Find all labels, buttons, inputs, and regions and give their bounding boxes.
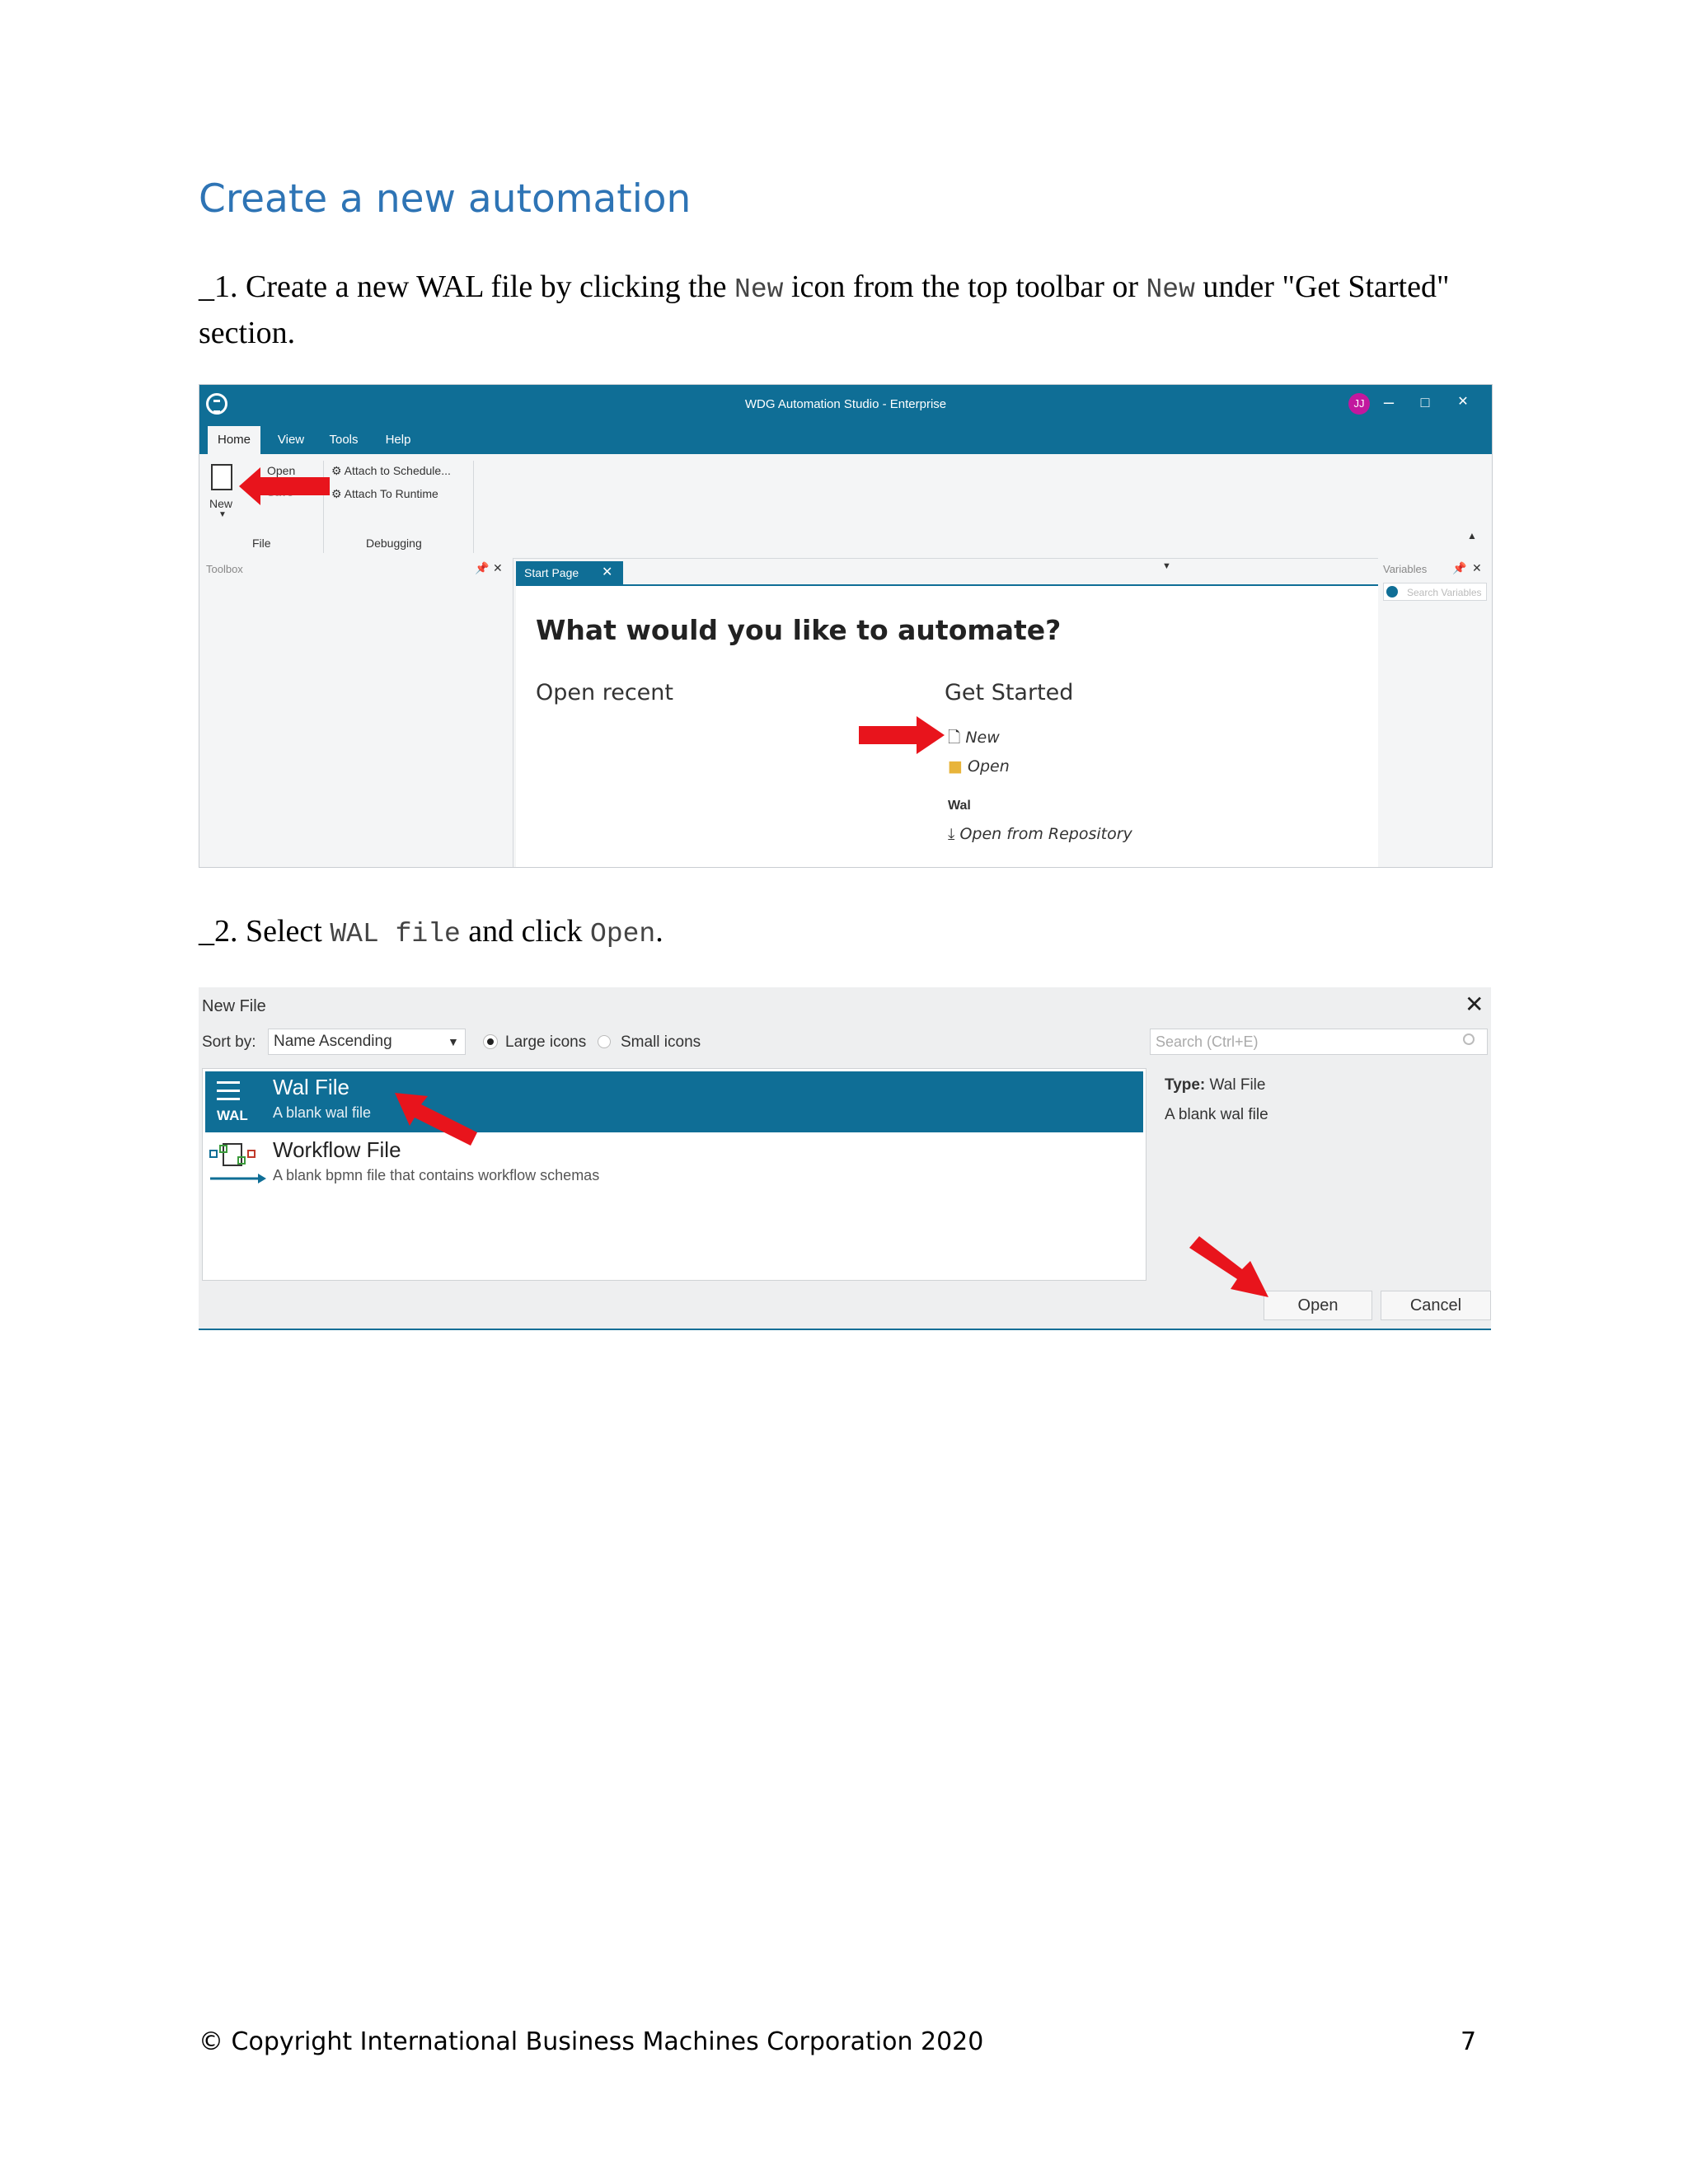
studio-screenshot [199, 384, 1493, 868]
wal-file-description: A blank wal file [273, 1104, 372, 1121]
step-1-instructions [199, 265, 1484, 354]
sort-by-label: Sort by: [202, 1033, 256, 1051]
ribbon-open-button[interactable]: Open [267, 464, 296, 477]
tab-help[interactable]: Help [385, 433, 411, 447]
wal-heading: Wal [948, 799, 971, 813]
tab-view[interactable]: View [277, 433, 305, 447]
new-link-label: New [965, 729, 1000, 747]
download-icon: ⤓ [948, 825, 960, 843]
red-arrow-wal-file [395, 1093, 477, 1146]
close-icon[interactable]: ✕ [1457, 395, 1469, 409]
tab-start-page[interactable]: Start Page [516, 561, 623, 584]
step-2-instructions [199, 910, 663, 956]
details-type [1165, 1076, 1265, 1094]
wal-icon-line [217, 1098, 240, 1100]
wal-icon [217, 1081, 240, 1084]
search-variables-input[interactable]: Search Variables [1383, 583, 1487, 601]
variables-title: Variables [1383, 563, 1428, 575]
details-type-value: Wal File [1209, 1076, 1266, 1094]
ribbon-new-label[interactable]: New [209, 497, 233, 510]
small-icons-radio[interactable] [598, 1035, 611, 1048]
pin-icon[interactable]: 📌 [475, 561, 490, 574]
details-type-label: Type: [1165, 1076, 1206, 1094]
get-started-new-link[interactable] [948, 726, 1000, 752]
workflow-file-description: A blank bpmn file that contains workflow schemas [273, 1167, 600, 1183]
small-icons-label[interactable]: Small icons [621, 1033, 701, 1051]
attach-to-runtime-label: Attach To Runtime [344, 487, 438, 500]
step-1-code-new-2: New [1146, 274, 1195, 305]
ribbon-separator [473, 461, 474, 553]
open-from-repository-link[interactable] [948, 825, 1132, 843]
dialog-title: New File [202, 997, 266, 1015]
step-2-text-suffix: . [655, 914, 663, 949]
folder-icon: ■ [948, 757, 968, 776]
red-arrow-open-button [1189, 1236, 1268, 1297]
page-number: 7 [1461, 2027, 1477, 2056]
close-pane-icon[interactable]: ✕ [493, 561, 503, 574]
minimize-icon[interactable]: ‒ [1383, 391, 1395, 412]
step-1-text-mid: icon from the top toolbar or [783, 269, 1146, 304]
large-icons-radio[interactable] [484, 1035, 497, 1048]
variables-icon [1386, 586, 1398, 598]
debugging-group-label: Debugging [366, 537, 422, 550]
new-file-dialog [199, 987, 1491, 1330]
open-button[interactable]: Open [1264, 1291, 1372, 1320]
search-input[interactable]: Search (Ctrl+E) [1150, 1029, 1488, 1055]
toolbox-title: Toolbox [206, 563, 243, 575]
attach-to-runtime-button[interactable] [331, 487, 438, 501]
collapse-ribbon-icon[interactable]: ▲ [1467, 530, 1477, 541]
chevron-down-icon[interactable]: ▼ [218, 510, 227, 519]
step-1-text-prefix: _1. Create a new WAL file by clicking the [199, 269, 735, 304]
close-pane-icon[interactable]: ✕ [1472, 561, 1482, 574]
attach-icon: ⚙ [331, 464, 345, 477]
new-file-icon[interactable] [211, 464, 232, 490]
workflow-icon [209, 1139, 266, 1188]
cancel-button[interactable]: Cancel [1381, 1291, 1491, 1320]
workflow-file-name[interactable]: Workflow File [273, 1137, 401, 1162]
open-link-label: Open [968, 757, 1010, 776]
section-heading: Create a new automation [199, 176, 692, 222]
wal-icon-label: WAL [217, 1108, 248, 1123]
new-file-icon: 🗋 [948, 729, 966, 747]
attach-icon: ⚙ [331, 487, 345, 500]
wal-file-name: Wal File [273, 1075, 349, 1099]
step-1-text-suffix: under "Get Started" section. [199, 269, 1450, 350]
red-arrow-new-icon [239, 467, 330, 505]
tab-underline [516, 584, 1378, 586]
search-icon [1463, 1033, 1475, 1045]
file-group-label: File [252, 537, 271, 550]
step-2-code-wal-file: WAL file [330, 919, 461, 949]
sort-by-select[interactable]: Name Ascending [268, 1029, 466, 1055]
step-2-text-prefix: _2. Select [199, 914, 331, 949]
tab-home[interactable]: Home [208, 426, 260, 454]
details-description: A blank wal file [1165, 1106, 1268, 1123]
toolbox-pane [199, 558, 513, 867]
step-2-text-mid: and click [460, 914, 591, 949]
footer-copyright: © Copyright International Business Machines Corporation 2020 [199, 2027, 984, 2056]
maximize-icon[interactable]: □ [1420, 394, 1430, 410]
large-icons-label[interactable]: Large icons [505, 1033, 587, 1051]
open-repo-label: Open from Repository [959, 825, 1132, 843]
get-started-open-link[interactable] [948, 757, 1010, 776]
close-icon[interactable]: ✕ [1465, 991, 1484, 1017]
step-1-code-new: New [734, 274, 784, 305]
attach-to-schedule-label: Attach to Schedule... [344, 464, 451, 477]
tab-tools[interactable]: Tools [329, 433, 359, 447]
attach-to-schedule-button[interactable] [331, 464, 451, 478]
step-2-code-open: Open [590, 919, 656, 949]
open-recent-heading: Open recent [536, 680, 673, 705]
chevron-down-icon[interactable]: ▼ [448, 1035, 459, 1048]
window-title: WDG Automation Studio - Enterprise [744, 397, 947, 411]
variables-pane [1378, 558, 1492, 867]
start-page-title: What would you like to automate? [536, 614, 1062, 646]
close-tab-icon[interactable]: ✕ [602, 565, 613, 579]
user-avatar[interactable]: JJ [1348, 393, 1370, 415]
red-arrow-get-started-new [859, 716, 945, 754]
wal-icon-line [217, 1090, 240, 1092]
chevron-down-icon[interactable]: ▼ [1162, 561, 1171, 571]
get-started-heading: Get Started [945, 680, 1074, 705]
pin-icon[interactable]: 📌 [1452, 561, 1467, 574]
